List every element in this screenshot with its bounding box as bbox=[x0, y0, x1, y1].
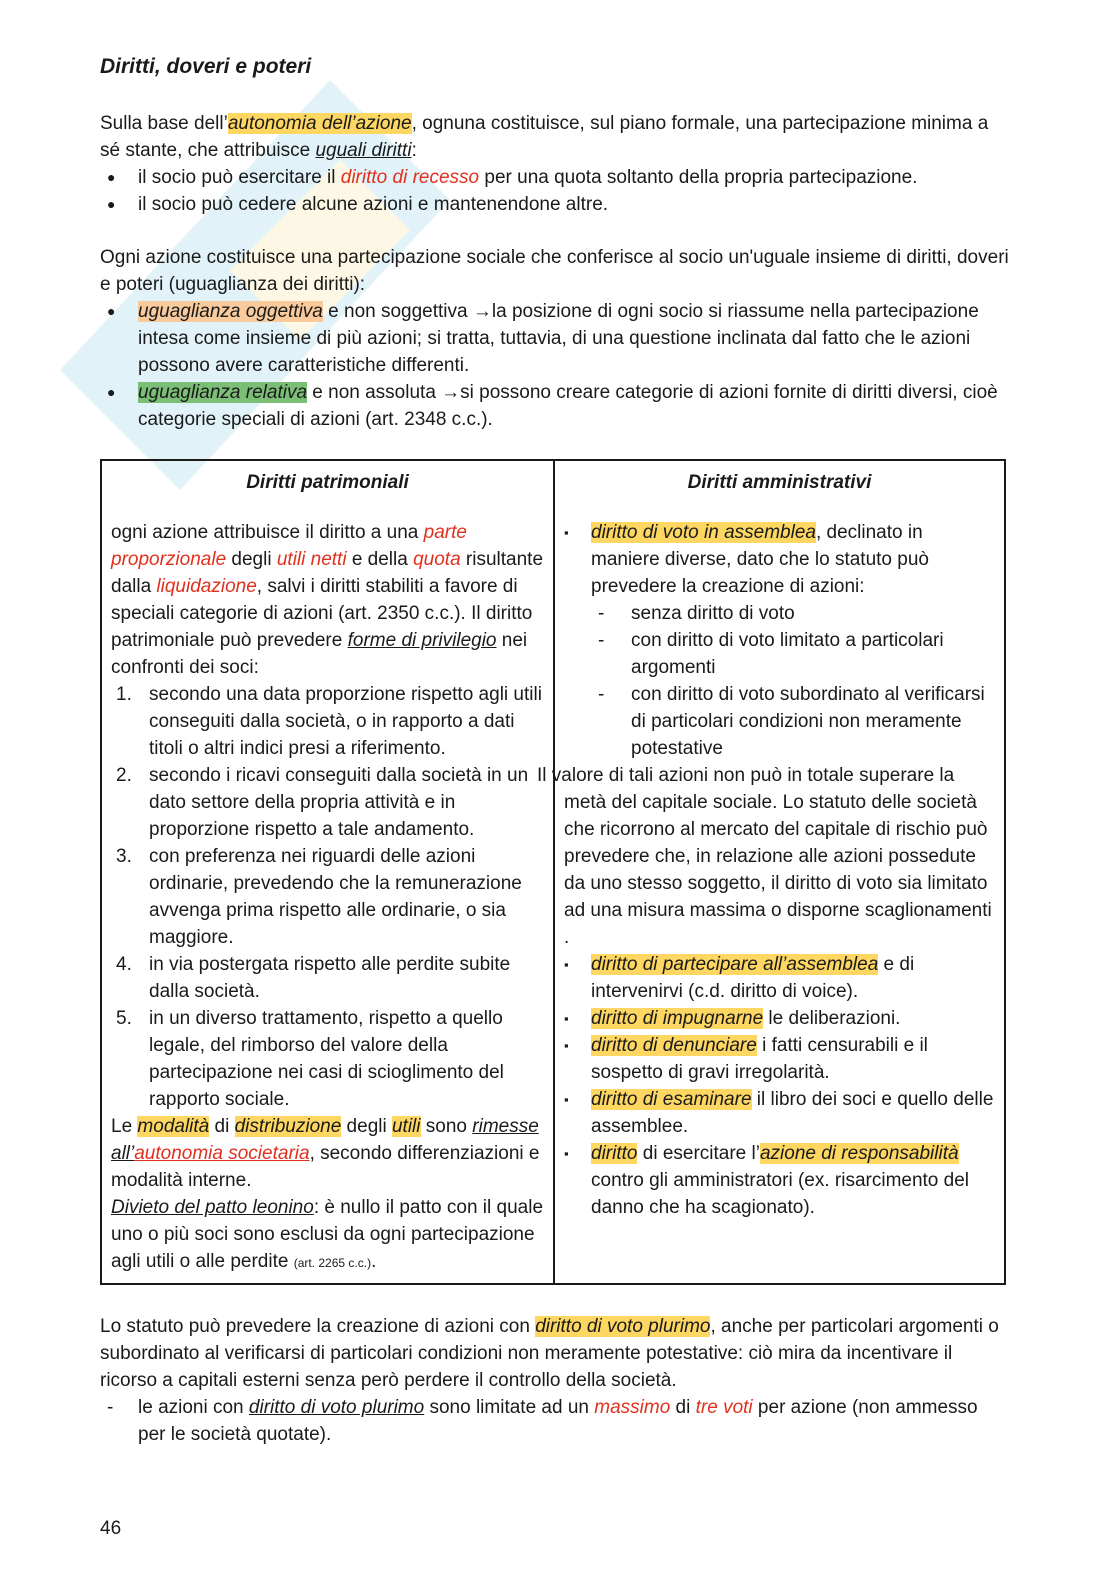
page-content bbox=[100, 50, 1010, 1448]
property-rights-cell bbox=[101, 460, 554, 1284]
equality-bullet-list bbox=[100, 298, 1010, 433]
plural-vote-section bbox=[100, 1313, 1010, 1448]
list-item: - senza diritto di voto bbox=[598, 603, 795, 624]
voting-value-paragraph: Il valore di tali azioni non può in totale superare la metà del capitale sociale. Lo statuto delle società che ricorrono al mercato del capitale di rischio può prevedere che, in relazione alle azioni possedute da uno stesso soggetto, il diritto di voto sia limitato ad una misura massima o disporne scaglionamenti . bbox=[537, 765, 992, 948]
list-item: 1. secondo una data proporzione rispetto agli utili conseguiti dalla società, o in rapporto a dati titoli o altri indici presi a riferimento. bbox=[116, 684, 542, 759]
voting-options-list bbox=[591, 600, 995, 762]
property-rights-header: Diritti patrimoniali bbox=[246, 472, 409, 493]
administrative-rights-cell bbox=[537, 460, 1005, 1284]
list-item: 4. in via postergata rispetto alle perdite subite dalla società. bbox=[116, 954, 511, 1002]
property-rights-paragraph: ogni azione attribuisce il diritto a una parte proporzionale degli utili netti e della quota risultante dalla liquidazione, salvi i diritti stabiliti a favore di speciali categorie di azioni (art. 2350 c.c.). Il diritto patrimoniale può prevedere forme di privilegio nei confronti dei soci: bbox=[111, 522, 544, 678]
plural-vote-paragraph: Lo statuto può prevedere la creazione di azioni con diritto di voto plurimo, anche per particolari argomenti o subordinato al verificarsi di particolari condizioni non meramente potestative: ciò mira da incentivare il ricorso a capitali esterni senza però perdere il controllo della società. bbox=[100, 1316, 999, 1391]
list-item: ▪ diritto di voto in assemblea, declinato in maniere diverse, dato che lo statuto può prevedere la creazione di azioni: - senza diritto di voto - con diritto di voto limitato a particolari argomenti - con diritto di voto subordinato al verificarsi di particolari condizioni non meramente potestative bbox=[564, 519, 995, 762]
list-item: ▪ diritto di esercitare l’azione di responsabilità contro gli amministratori (ex. risarcimento del danno che ha scagionato). bbox=[564, 1143, 970, 1218]
rights-table bbox=[100, 459, 1006, 1285]
administrative-rights-header: Diritti amministrativi bbox=[687, 472, 872, 493]
page-title: Diritti, doveri e poteri bbox=[100, 55, 312, 78]
intro-bullet-list bbox=[100, 164, 1010, 218]
list-item: 3. con preferenza nei riguardi delle azioni ordinarie, prevedendo che la remunerazione avvenga prima rispetto alle ordinarie, o sia maggiore. bbox=[116, 846, 522, 948]
intro-paragraph: Sulla base dell’autonomia dell’azione, ognuna costituisce, sul piano formale, una partecipazione minima a sé stante, che attribuisce uguali diritti: bbox=[100, 113, 989, 161]
list-item: - con diritto di voto subordinato al verificarsi di particolari condizioni non meramente potestative bbox=[598, 684, 985, 759]
plural-vote-list bbox=[100, 1394, 1010, 1448]
equality-paragraph: Ogni azione costituisce una partecipazione sociale che conferisce al socio un'uguale insieme di diritti, doveri e poteri (uguaglianza dei diritti): bbox=[100, 247, 1009, 295]
administrative-rights-list-2 bbox=[564, 951, 995, 1221]
list-item: ● il socio può cedere alcune azioni e mantenendone altre. bbox=[100, 191, 1010, 218]
list-item: ▪ diritto di impugnarne le deliberazioni. bbox=[564, 1008, 901, 1029]
privilege-list bbox=[111, 681, 544, 1113]
administrative-rights-list bbox=[564, 519, 995, 762]
distribution-paragraph: Le modalità di distribuzione degli utili sono rimesse all’autonomia societaria, secondo differenziazioni e modalità interne. bbox=[111, 1116, 540, 1191]
leonine-pact-paragraph: Divieto del patto leonino: è nullo il patto con il quale uno o più soci sono esclusi da ogni partecipazione agli utili o alle perdite (art. 2265 c.c.). bbox=[111, 1197, 544, 1272]
list-item: 2. secondo i ricavi conseguiti dalla società in un dato settore della propria attività e in proporzione rispetto a tale andamento. bbox=[116, 765, 529, 840]
list-item: ▪ diritto di partecipare all’assemblea e di intervenirvi (c.d. diritto di voice). bbox=[564, 954, 915, 1002]
list-item: - le azioni con diritto di voto plurimo sono limitate ad un massimo di tre voti per azione (non ammesso per le società quotate). bbox=[107, 1397, 978, 1445]
list-item: - con diritto di voto limitato a particolari argomenti bbox=[598, 630, 944, 678]
list-item: 5. in un diverso trattamento, rispetto a quello legale, del rimborso del valore della partecipazione nei casi di scioglimento del rapporto sociale. bbox=[116, 1008, 504, 1110]
page-number: 46 bbox=[100, 1518, 122, 1539]
list-item: ● uguaglianza oggettiva e non soggettiva →la posizione di ogni socio si riassume nella partecipazione intesa come insieme di più azioni; si tratta, tuttavia, di una questione inclinata dal fatto che le azioni possono avere caratteristiche differenti. bbox=[100, 298, 1010, 379]
list-item: ● il socio può esercitare il diritto di recesso per una quota soltanto della propria partecipazione. bbox=[100, 164, 1010, 191]
list-item: ▪ diritto di denunciare i fatti censurabili e il sospetto di gravi irregolarità. bbox=[564, 1035, 928, 1083]
list-item: ▪ diritto di esaminare il libro dei soci e quello delle assemblee. bbox=[564, 1089, 994, 1137]
list-item: ● uguaglianza relativa e non assoluta →si possono creare categorie di azioni fornite di diritti diversi, cioè categorie speciali di azioni (art. 2348 c.c.). bbox=[100, 379, 1010, 433]
